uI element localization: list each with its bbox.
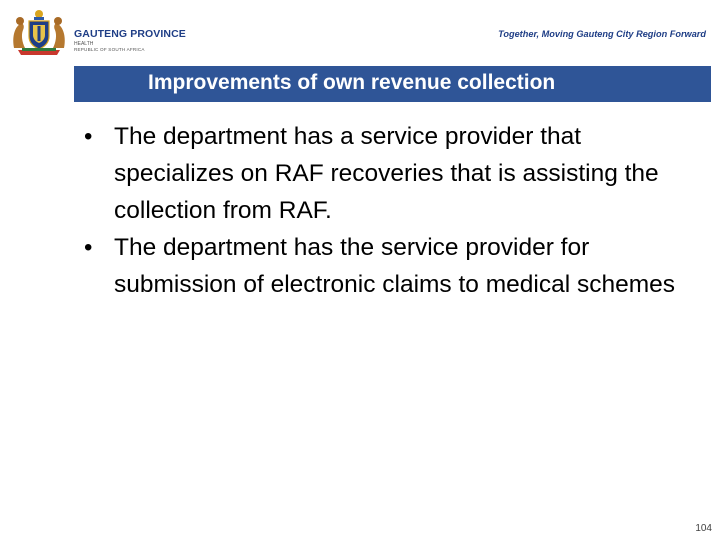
gauteng-coat-of-arms-icon (8, 8, 70, 56)
slogan-tagline: Together, Moving Gauteng City Region Forward (498, 29, 706, 39)
slide-header (0, 0, 720, 66)
brand-name: GAUTENG PROVINCE (74, 28, 186, 40)
bullet-dot-icon: • (84, 123, 93, 150)
brand-country: REPUBLIC OF SOUTH AFRICA (74, 47, 145, 52)
bullet-dot-icon: • (84, 234, 93, 261)
slide-title: Improvements of own revenue collection (74, 66, 711, 102)
brand-block (74, 28, 186, 53)
brand-department: HEALTH (74, 41, 94, 47)
page-number: 104 (695, 523, 712, 534)
bullet-item (84, 229, 704, 303)
bullet-text: The department has the service provider for submission of electronic claims to medical schemes (114, 234, 675, 298)
bullet-text: The department has a service provider that specializes on RAF recoveries that is assisting the collection from RAF. (114, 123, 659, 224)
bullet-list (84, 118, 704, 303)
bullet-item (84, 118, 704, 229)
